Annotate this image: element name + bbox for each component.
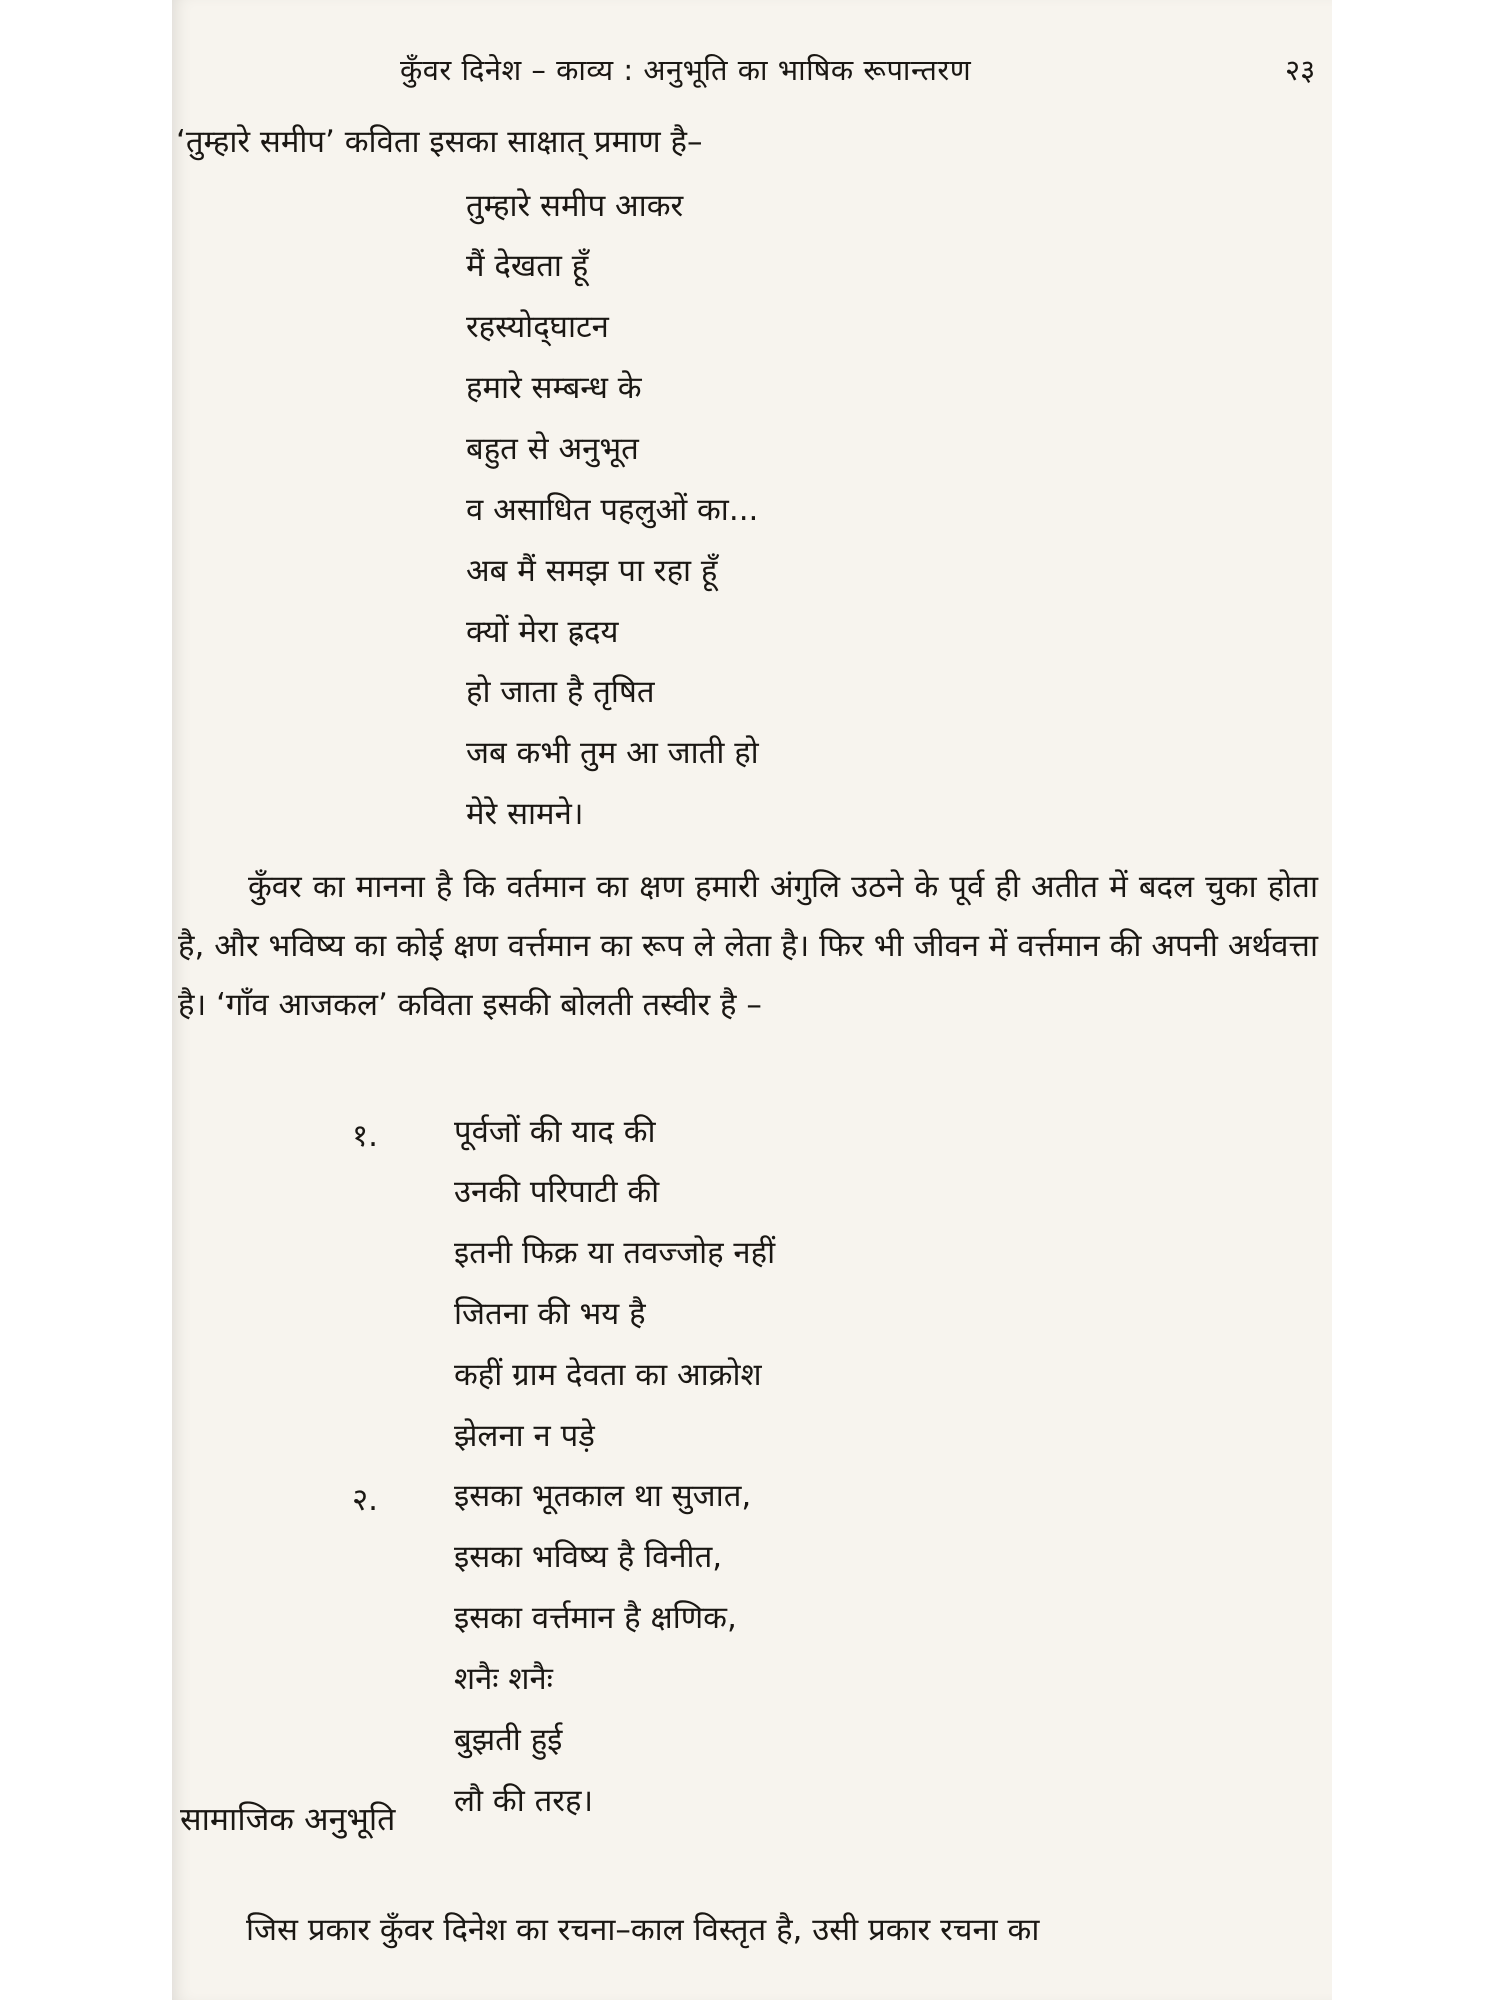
- poem2-line: पूर्वजों की याद की: [454, 1114, 656, 1150]
- poem1-line: हमारे सम्बन्ध के: [466, 370, 642, 406]
- poem1-line: अब मैं समझ पा रहा हूँ: [466, 553, 718, 589]
- poem2-line: इसका वर्त्तमान है क्षणिक,: [454, 1600, 737, 1636]
- poem2-line: उनकी परिपाटी की: [454, 1174, 660, 1210]
- intro-line: ‘तुम्हारे समीप’ कविता इसका साक्षात् प्रमाण है–: [176, 124, 703, 160]
- poem1-line: बहुत से अनुभूत: [466, 431, 639, 467]
- section-heading: सामाजिक अनुभूति: [180, 1800, 396, 1838]
- poem2-line: कहीं ग्राम देवता का आक्रोश: [454, 1357, 762, 1393]
- stanza-number: १.: [352, 1118, 378, 1154]
- body-paragraph: कुँवर का मानना है कि वर्तमान का क्षण हमारी अंगुलि उठने के पूर्व ही अतीत में बदल चुका होता है, और भविष्य का कोई क्षण वर्त्तमान का रूप ले लेता है। फिर भी जीवन में वर्त्तमान की अपनी अर्थवत्ता है। ‘गाँव आजकल’ कविता इसकी बोलती तस्वीर है –: [178, 869, 1318, 1023]
- poem2-line: जितना की भय है: [454, 1296, 646, 1332]
- running-header: कुँवर दिनेश – काव्य : अनुभूति का भाषिक रूपान्तरण: [400, 53, 972, 87]
- poem2-line: शनैः शनैः: [454, 1661, 553, 1697]
- poem1-line: जब कभी तुम आ जाती हो: [466, 735, 759, 771]
- poem1-line: मैं देखता हूँ: [466, 248, 589, 284]
- poem2-line: झेलना न पड़े: [454, 1418, 595, 1454]
- stanza-number: २.: [352, 1482, 378, 1518]
- poem1-line: व असाधित पहलुओं का...: [466, 492, 759, 528]
- poem2-line: बुझती हुई: [454, 1722, 563, 1758]
- body-line: जिस प्रकार कुँवर दिनेश का रचना–काल विस्तृत है, उसी प्रकार रचना का: [246, 1912, 1040, 1948]
- poem2-line: इसका भविष्य है विनीत,: [454, 1539, 723, 1575]
- poem2-line: इतनी फिक्र या तवज्जोह नहीं: [454, 1235, 776, 1271]
- poem2-line: इसका भूतकाल था सुजात,: [454, 1478, 752, 1514]
- poem1-line: रहस्योद्‌घाटन: [466, 309, 609, 345]
- page-number: २३: [1285, 53, 1316, 87]
- poem1-line: क्यों मेरा ह्रदय: [466, 614, 619, 650]
- poem1-line: मेरे सामने।: [466, 796, 584, 832]
- poem1-line: तुम्हारे समीप आकर: [466, 188, 684, 224]
- poem2-line: लौ की तरह।: [454, 1783, 594, 1819]
- poem1-line: हो जाता है तृषित: [466, 674, 655, 710]
